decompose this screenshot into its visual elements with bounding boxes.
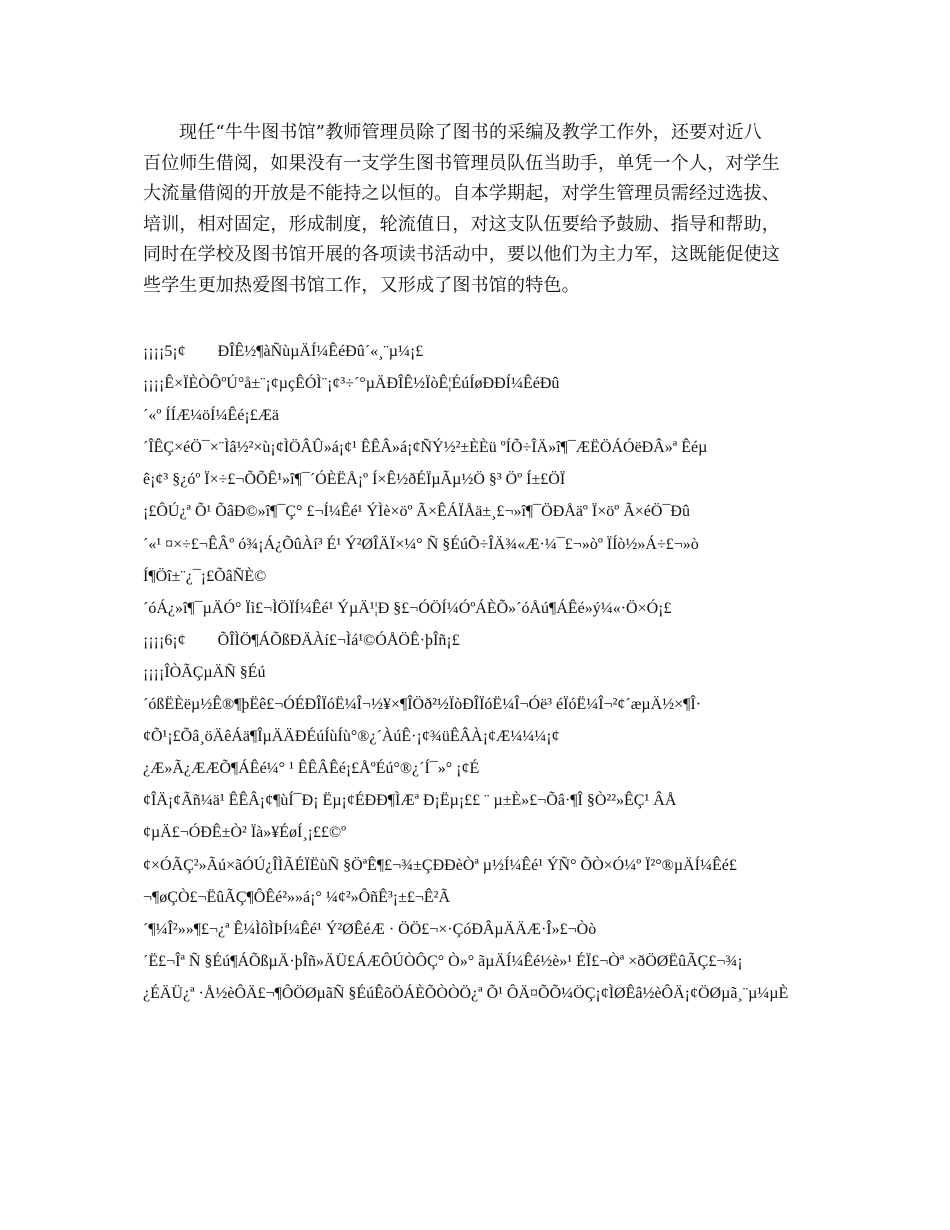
garbled-line: ´óßËÈëµ½Ê®¶þËê£¬ÓÉÐÎÏóË¼Î¬½¥×¶ÎÖð²½ÏòÐÎÏóË¼Î¬Óë³ éÏóË¼Î¬²¢´æµÄ½×¶Î· — [143, 696, 702, 714]
paragraph-line: 培训，相对固定，形成制度，轮流值日，对这支队伍要给予鼓励、指导和帮助， — [143, 213, 780, 235]
garbled-line: ¬¶øÇÒ£¬ËûÃÇ¶ÔÊé²»»á¡° ¼¢²»ÔñÊ³¡±£¬Ê²Ã — [143, 888, 451, 906]
garbled-line: ´¶¼Î²»»¶£¬¿ª Ê¼ÌôÌÞÍ¼Êé¹ Ý²ØÊéÆ · ÖÖ£¬×·ÇóÐÂµÄÄÆ·Î»£¬Òò — [143, 920, 597, 938]
garbled-line: ¿ÉÄÜ¿ª ·Å½èÔÄ£¬¶ÔÖØµãÑ §ÉúÊõÖÁÈÕÒÒÖ¿ª Õ¹ ÔÄ¤ÕÕ¼ÖÇ¡¢ÌØÊâ½èÔÄ¡¢ÖØµã¸¨µ¼µÈ — [143, 984, 789, 1002]
paragraph-line: 些学生更加热爱图书馆工作，又形成了图书馆的特色。 — [143, 274, 580, 296]
garbled-line: ¢µÄ£¬ÓÐÊ±Ò² Ïà»¥ÉøÍ¸¡££©º — [143, 824, 347, 842]
garbled-line: ´«¹ ¤×÷£¬ÊÂº ó¾¡Á¿ÕûÀí³ É¹ Ý²ØÎÄÏ×¼° Ñ §ÉúÕ÷ÎÄ¾«Æ·¼¯£¬»òº ÏÍò½»Á÷£¬»ò — [143, 535, 699, 553]
paragraph-line: 百位师生借阅，如果没有一支学生图书管理员队伍当助手，单凭一个人，对学生 — [143, 152, 780, 174]
garbled-line: ´Ë£¬Îª Ñ §Éú¶ÁÕßµÄ·þÎñ»ÄÜ£ÁÆÔÚÒÔÇ° Ò»° ãµÄÍ¼Êé½è»¹ ÉÏ£¬Òª ×ðÖØËûÃÇ£¬¾¡ — [143, 952, 743, 970]
garbled-line: ´«º ÍÍÆ¼öÍ¼Êé¡£Æä — [143, 407, 280, 425]
garbled-line: ¡¡¡¡ÎÒÃÇµÄÑ §Éú — [143, 663, 266, 681]
garbled-line: Í¶Öî±¨¿¯¡£ÕâÑÈ© — [143, 567, 267, 585]
garbled-line: ê¡¢³ §¿óº Ï×÷£¬ÕÕÊ¹»î¶¯´ÓÈËÅ¡º Í×Ê½ðÉÏµÃµ½Ö §³ Öº Í±£ÖÏ — [143, 471, 566, 489]
garbled-line: ¡£ÔÚ¿ª Õ¹ ÕâÐ©»î¶¯Ç° £¬Í¼Êé¹ ÝÌè×öº Ã×ÊÁÏÅä±¸£¬»î¶¯ÖÐÅäº Ï×öº Ã×éÖ¯Ðû — [143, 503, 690, 521]
garbled-text-block — [143, 336, 808, 1042]
paragraph-line: 大流量借阅的开放是不能持之以恒的。自本学期起，对学生管理员需经过选拔、 — [143, 183, 780, 204]
garbled-line: ´ÎÊÇ×éÖ¯×¨Ìâ½²×ù¡¢ÌÖÂÛ»á¡¢¹ ÊÊÂ»á¡¢ÑÝ½²±ÈÈü ºÍÕ÷ÎÄ»î¶¯ÆËÖÁÓëÐÂ»ª Êéµ — [143, 439, 708, 457]
garbled-line — [143, 1010, 808, 1042]
paragraph-line: 同时在学校及图书馆开展的各项读书活动中，要以他们为主力军，这既能促使这 — [143, 244, 780, 265]
main-paragraph — [143, 118, 808, 301]
garbled-line: ¿Æ»Ã¿ÆÆÕ¶ÁÊé¼° ¹ ÊÊÂÊé¡£ÅºÉú°®¿´Í¯»° ¡¢É — [143, 760, 480, 778]
garbled-line: ¢Õ¹¡£Õâ¸öÄêÁä¶ÎµÄÄÐÉúÍùÍù°®¿´ÀúÊ·¡¢¾üÊÂÀ¡¢Æ¼¼¼¡¢ — [143, 728, 560, 746]
garbled-line: ¢×ÓÃÇ²»Ãú×ãÓÚ¿ÎÌÃÉÏËùÑ §ÖªÊ¶£¬¾±ÇÐÐèÒª µ½Í¼Êé¹ ÝÑ° ÕÒ×Ó¼º Ï²°®µÄÍ¼Êé£ — [143, 856, 737, 874]
garbled-line: ¢ÎÄ¡¢Ãñ¼ä¹ ÊÊÂ¡¢¶ùÍ¯Ð¡ Ëµ¡¢ÉÐÐ¶ÌÆª Ð¡Ëµ¡££ ¨ µ±È»£¬Õâ·¶Î §Ò²²»ÊÇ¹ ÂÅ — [143, 792, 677, 810]
garbled-line: ´óÁ¿»î¶¯µÄÓ° Ïì£¬ÌÖÏÍ¼Êé¹ ÝµÄ¹¦Ð §£¬ÓÖÍ¼ÓºÁÈÕ»´óÅú¶ÁÊé»ý¼«·Ö×Ó¡£ — [143, 599, 672, 617]
garbled-line: ¡¡¡¡5¡¢ ÐÎÊ½¶àÑùµÄÍ¼ÊéÐû´«¸¨µ¼¡£ — [143, 343, 424, 360]
garbled-line: ¡¡¡¡Ê×ÏÈÒÔºÚ°å±¨¡¢µçÊÓÌ¨¡¢³÷´°µÄÐÎÊ½ÏòÊ¦ÉúÍøÐÐÍ¼ÊéÐû — [143, 375, 560, 393]
garbled-line: ¡¡¡¡6¡¢ ÕÎÌÖ¶ÁÕßÐÄÀí£¬Ìá¹©ÓÅÖÊ·þÎñ¡£ — [143, 631, 460, 649]
paragraph-line: 现任“牛牛图书馆”教师管理员除了图书的采编及教学工作外，还要对近八 — [179, 122, 763, 143]
